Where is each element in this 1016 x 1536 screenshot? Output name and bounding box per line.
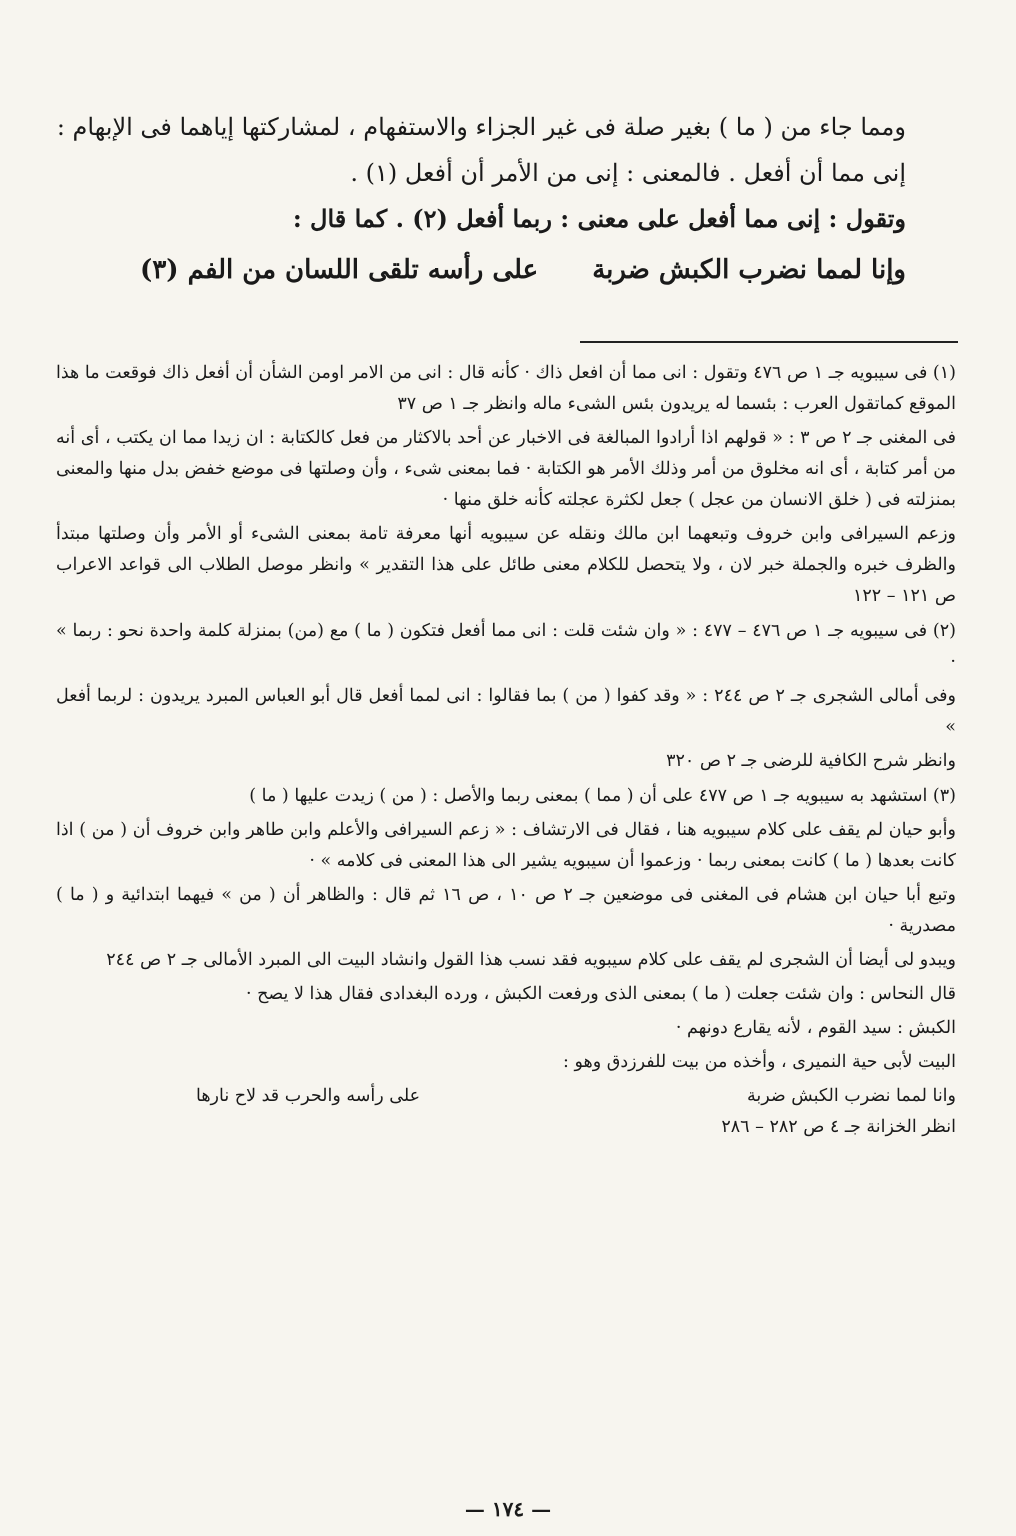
footnote-paragraph: وزعم السيرافى وابن خروف وتبعهما ابن مالك ونقله عن سيبويه أنها معرفة تامة بمعنى الشىء أو الأمر وأن وصلتها مبتدأ والظرف خبره والجملة خبر لان ، ولا يتحصل للكلام معنى طائل على هذا التقدير » وانظر موصل الطلاب الى قواعد الاعراب ص ١٢١ – ١٢٢ [56,524,956,606]
footnote-paragraph: وأبو حيان لم يقف على كلام سيبويه هنا ، فقال فى الارتشاف : « زعم السيرافى والأعلم وابن طاهر وابن خروف أن ( من ) اذا كانت بعدها ( ما ) كانت بمعنى ربما · وزعموا أن سيبويه يشير الى هذا المعنى فى كلامه » · [56,820,956,871]
main-line-3: وتقول : إنى مما أفعل على معنى : ربما أفعل (٢) . كما قال : [292,204,906,233]
footnote-paragraph: الكبش : سيد القوم ، لأنه يقارع دونهم · [675,1018,956,1038]
footnote-separator [580,341,958,343]
footnote-paragraph: وتبع أبا حيان ابن هشام فى المغنى فى موضعين جـ ٢ ص ١٠ ، ص ١٦ ثم قال : والظاهر أن ( من » فيهما ابتدائية و ( ما ) مصدرية · [56,885,956,936]
main-line-1: ومما جاء من ( ما ) بغير صلة فى غير الجزاء والاستفهام ، لمشاركتها إياهما فى الإبهام : [56,113,906,141]
footnote-verse [56,1081,956,1112]
footnote-paragraph: وانظر شرح الكافية للرضى جـ ٢ ص ٣٢٠ [666,751,956,771]
page-number: — ١٧٤ — [464,1497,552,1521]
footnote-paragraph: قال النحاس : وان شئت جعلت ( ما ) بمعنى الذى ورفعت الكبش ، ورده البغدادى فقال هذا لا يصح · [245,984,956,1004]
footnotes [56,358,956,1146]
footnote-verse-first: وانا لمما نضرب الكبش ضربة [746,1086,956,1106]
footnote-verse-second: على رأسه والحرب قد لاح نارها [196,1086,421,1106]
verse-first-hemistich: وإنا لمما نضرب الكبش ضربة [592,255,906,285]
main-verse [60,242,906,298]
footnote-1: (١) فى سيبويه جـ ١ ص ٤٧٦ وتقول : انى مما أن افعل ذاك · كأنه قال : انى من الامر اومن الشأن أن أفعل ذاك فوقعت ما هذا الموقع كماتقول العرب : بئسما له يريدون بئس الشىء ماله وانظر جـ ١ ص ٣٧ [56,363,956,414]
footnote-paragraph: ويبدو لى أيضا أن الشجرى لم يقف على كلام سيبويه فقد نسب هذا القول وانشاد البيت الى المبرد الأمالى جـ ٢ ص ٢٤٤ [106,950,956,970]
verse-second-hemistich: على رأسه تلقى اللسان من الفم (٣) [140,255,539,285]
footnote-paragraph: فى المغنى جـ ٢ ص ٣ : « قولهم اذا أرادوا المبالغة فى الاخبار عن أحد بالاكثار من فعل كالكتابة : ان زيدا مما ان يكتب ، أى أنه من أمر كتابة ، أى انه مخلوق من أمر وذلك الأمر هو الكتابة · فما بمعنى شىء ، وأن وصلتها فى موضع خفض بدل منها والمعنى بمنزلته فى ( خلق الانسان من عجل ) جعل لكثرة عجلته كأنه خلق منها · [56,428,956,510]
main-text [56,104,906,298]
footnote-3: (٣) استشهد به سيبويه جـ ١ ص ٤٧٧ على أن ( مما ) بمعنى ربما والأصل : ( من ) زيدت عليها ( ما ) [249,786,956,806]
main-line-2: إنى مما أن أفعل . فالمعنى : إنى من الأمر أن أفعل (١) . [350,159,906,187]
footnote-2: (٢) فى سيبويه جـ ١ ص ٤٧٦ – ٤٧٧ : « وان شئت قلت : انى مما أفعل فتكون ( ما ) مع (من) بمنزلة كلمة واحدة نحو : ربما » · [56,621,956,672]
footnote-reference: انظر الخزانة جـ ٤ ص ٢٨٢ – ٢٨٦ [721,1117,956,1137]
footnote-paragraph: وفى أمالى الشجرى جـ ٢ ص ٢٤٤ : « وقد كفوا ( من ) بما فقالوا : انى لمما أفعل قال أبو العباس المبرد يريدون : لربما أفعل » [56,686,956,737]
footnote-paragraph: البيت لأبى حية النميرى ، وأخذه من بيت للفرزدق وهو : [563,1052,956,1072]
